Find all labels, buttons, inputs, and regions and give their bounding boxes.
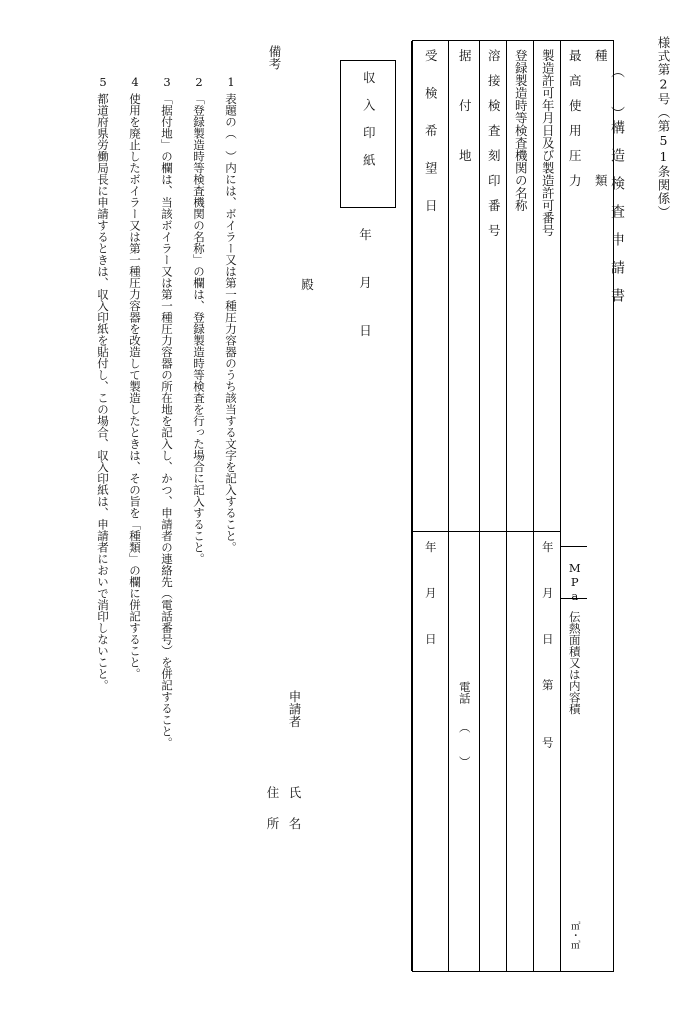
note-text: 使用を廃止したボイラー又は第一種圧力容器を改造して製造したときは、その旨を「種類」の欄に併記すること。	[128, 93, 142, 680]
document-page: 様式第2号（第51条関係） 収 入 印 紙 年 月 日 殿 申請者 住 所 氏 名 種 類 最 高 使 用 圧 力 MPa 伝熱面積又は内容積 ㎡・㎥ 製造許可年月日及び製造許可番号 年 月 日 第 号 登録製造時等検査機関の名称 溶 接 検 査 刻 印 番 号 据 付 地 電話 （ ） 受 検 希 望 日 年 月 日 （ ）構 造 検 査 申 請 書 備考 1 表題の（ ）内には、ボイラー又は第一種圧力容器のうち該当する文字を記入すること。 2 「登録製造時等検査機関の名称」の欄は、登録製造時等検査を行った場合に記入すること。 3 「据付地」の欄は、当該ボイラー又は第一種圧力容器の所在地を記入し、かつ、申請者の連絡先（電話番号）を併記すること。 4 使用を廃止したボイラー又は第一種圧力容器を改造して製造したときは、その旨を「種類」の欄に併記すること。 5 都道府県労働局長に申請するときは、収入印紙を貼付し、この場合、収入印紙は、申請者においで消印しないこと。	[0, 0, 683, 1011]
cell-divider	[561, 598, 587, 599]
addressee: 殿	[299, 278, 315, 291]
row-value-desired-date: 年 月 日	[423, 541, 438, 645]
cell-divider	[534, 531, 560, 532]
revenue-stamp-label: 収 入 印 紙	[361, 71, 377, 166]
form-number: 様式第2号（第51条関係）	[656, 36, 671, 219]
row-value-unit: ㎡・㎥	[568, 921, 580, 950]
table-row	[411, 41, 448, 971]
cell-divider	[561, 546, 587, 547]
note-text: 「登録製造時等検査機関の名称」の欄は、登録製造時等検査を行った場合に記入すること。	[192, 93, 206, 565]
applicant-label: 申請者	[287, 690, 302, 728]
row-label-installation-site: 据 付 地	[457, 49, 473, 162]
application-form-table	[412, 40, 614, 972]
row-value-manufacture-permit: 年 月 日 第 号	[540, 541, 555, 748]
applicant-name-label: 氏 名	[287, 786, 302, 833]
note-text: 「据付地」の欄は、当該ボイラー又は第一種圧力容器の所在地を記入し、かつ、申請者の連絡先（電話番号）を併記すること。	[160, 93, 174, 749]
row-value-phone: 電話 （ ）	[457, 681, 472, 768]
date-year: 年	[357, 228, 373, 241]
table-row	[479, 41, 506, 971]
cell-divider	[507, 531, 533, 532]
table-row	[533, 41, 560, 971]
note-number: 4	[128, 75, 142, 89]
cell-divider	[412, 531, 448, 532]
note-text: 表題の（ ）内には、ボイラー又は第一種圧力容器のうち該当する文字を記入すること。	[224, 93, 238, 553]
cell-divider	[480, 531, 506, 532]
date-day: 日	[357, 324, 373, 337]
row-label-manufacture-permit: 製造許可年月日及び製造許可番号	[540, 49, 556, 237]
row-label-weld-stamp-number: 溶 接 検 査 刻 印 番 号	[486, 49, 502, 237]
row-label-desired-date: 受 検 希 望 日	[423, 49, 439, 212]
table-row	[560, 41, 587, 971]
cell-divider	[449, 531, 479, 532]
row-label-type: 種 類	[593, 49, 609, 187]
applicant-address-label: 住 所	[265, 786, 280, 833]
table-row	[448, 41, 479, 971]
table-row	[506, 41, 533, 971]
note-text: 都道府県労働局長に申請するときは、収入印紙を貼付し、この場合、収入印紙は、申請者においで消印しないこと。	[96, 93, 110, 691]
note-number: 5	[96, 75, 110, 89]
note-number: 2	[192, 75, 206, 89]
revenue-stamp-box	[340, 60, 396, 208]
notes-section	[10, 45, 280, 975]
note-number: 1	[224, 75, 238, 89]
row-value-heating-area: 伝熱面積又は内容積	[567, 611, 582, 715]
row-label-inspection-agency: 登録製造時等検査機関の名称	[513, 49, 529, 212]
row-label-max-pressure: 最 高 使 用 圧 力	[567, 49, 583, 187]
date-month: 月	[357, 276, 373, 289]
note-number: 3	[160, 75, 174, 89]
row-value-mpa: MPa	[567, 561, 582, 603]
notes-title: 備考	[267, 45, 282, 70]
